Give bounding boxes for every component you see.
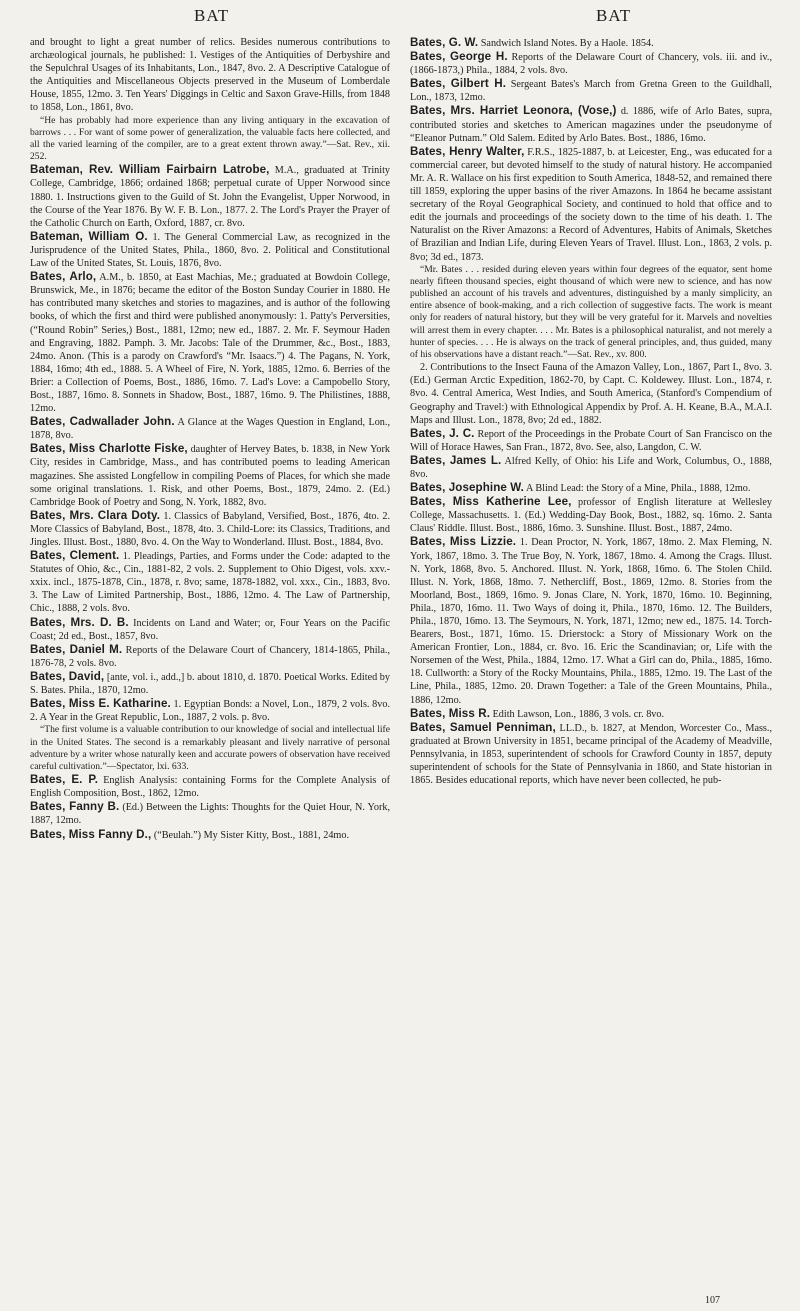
entry-text: Report of the Proceedings in the Probate Court of San Francisco on the Will of Horace Hawes, San Fran., 1872, 8vo. See, also, Langdon, C. W. (410, 428, 773, 453)
entry-text: daughter of Hervey Bates, b. 1838, in New York City, resides in Cambridge, Mass., and has contributed poems to leading American magazines. She assisted Longfellow in compiling Poems of Places, for which she made some original translations. 1. Risk, and other Poems, Bost., 1879, 24mo. 2. (Ed.) Cambridge Book of Poetry and Song, N. York, 1882, 8vo. (30, 444, 390, 508)
entry-text: M.A., graduated at Trinity College, Cambridge, 1866; ordained 1868; perpetual curate of Upper Norwood since 1880. 1. Instructions given to the Guild of St. John the Evangelist, Upper Norwood, in the Course of the Year 1876. By W. F. B. Lon., 1877. 2. The Lord's Prayer the Prayer of the Catholic Church on Earth, Oxford, 1887, cr. 8vo. (30, 165, 391, 229)
dictionary-entry (30, 230, 390, 270)
dictionary-entry (410, 535, 772, 706)
entry-name: Bates, Mrs. Harriet Leonora, (Vose,) (410, 104, 617, 118)
entry-text: A Glance at the Wages Question in England, Lon., 1878, 8vo. (30, 417, 390, 442)
entry-text: LL.D., b. 1827, at Mendon, Worcester Co., Mass., graduated at Brown University in 1851, became principal of the Academy of Meadville, Pennsylvania, in 1853, superintendent of schools for Crawford County in 1857, deputy superintendent of schools for the State of Pennsylvania in 1860, and State historian in 1865. Besides educational reports, which have never been collected, he pub- (410, 722, 772, 787)
dictionary-entry (410, 707, 772, 721)
review-quote: “The first volume is a valuable contribution to our knowledge of social and intellectual life in the United States. The second is a remarkably pleasant and lively narrative of personal adventure by a writer whose naturally keen and accurate powers of observation have received careful cultivation.”—Spectator, lxi. 633. (30, 724, 390, 772)
entry-name: Bates, Miss Katherine Lee, (410, 495, 572, 509)
entry-text: 1. Dean Proctor, N. York, 1867, 18mo. 2. Max Fleming, N. York, 1867, 18mo. 3. The True Boy, N. York, 1867, 18mo. 4. Among the Crags. Illust. N. York, 1868, 8vo. 5. Anchored. Illust. N. York, 1868, 16mo. 6. The Stolen Child. Illust. N. York, 1868, 18mo. 7. Nethercliff, Bost., 1869, 12mo. 8. Stories from the Moorland, Bost., 1869, 16mo. 9. Jonas Clare, N. York, 1870, 16mo. 10. Beginning, Phila., 1870, 16mo. 11. Two Ways of doing it, Phila., 1870, 16mo. 12. The Builders, Phila., 1870, 16mo. 13. The Seymours, N. York, 1871, 12mo; new ed., 1875. 14. Torch-Bearers, Bost., 1871, 16mo. 15. Drierstock: a Story of Missionary Work on the American Frontier, Lon., 1884, cr. 8vo. 16. Eric the Scandinavian; or, Life with the Norsemen of the West, Phila., 1884, 12mo. 17. What a Girl can do, Phila., 1885, 16mo. 18. Cullworth: a Story of the Rocky Mountains, Phila., 1885, 12mo. 19. The Last of the Line, Phila., 1885, 12mo. 20. Drawn Together: a Tale of the Green Mountains, Phila., 1886, 12mo. (410, 537, 772, 706)
dictionary-entry (30, 670, 390, 697)
entry-name: Bates, Miss Lizzie. (410, 535, 517, 549)
entry-text: Sandwich Island Notes. By a Haole. 1854. (478, 38, 654, 49)
running-header (36, 6, 774, 32)
dictionary-entry (410, 721, 772, 787)
dictionary-entry (30, 643, 390, 670)
dictionary-entry (30, 828, 390, 842)
dictionary-entry (410, 495, 772, 535)
header-left: BAT (194, 6, 230, 25)
left-column (30, 36, 390, 842)
entry-name: Bates, Miss Charlotte Fiske, (30, 442, 188, 456)
entry-text: 1. Egyptian Bonds: a Novel, Lon., 1879, 2 vols. 8vo. 2. A Year in the Great Republic, Lon., 1887, 2 vols. p. 8vo. (30, 699, 391, 724)
entry-name: Bates, Miss R. (410, 706, 491, 720)
entry-name: Bates, Gilbert H. (410, 77, 507, 91)
dictionary-entry (410, 50, 772, 77)
dictionary-entry (410, 36, 772, 50)
entry-text: professor of English literature at Wellesley College, Massachusetts. 1. (Ed.) Wedding-Day Book, Bost., 1882, sq. 16mo. 2. Santa Claus' Riddle. Illust. Bost., 1886, 16mo. 3. Sunshine. Illust. Bost., 1887, 24mo. (410, 497, 772, 535)
entry-name: Bates, G. W. (410, 36, 479, 49)
dictionary-entry (30, 773, 390, 800)
entry-text: Alfred Kelly, of Ohio: his Life and Work, Columbus, O., 1888, 8vo. (410, 455, 772, 480)
entry-text: Reports of the Delaware Court of Chancery, 1814-1865, Phila., 1876-78, 2 vols. 8vo. (30, 644, 391, 669)
entry-text: Incidents on Land and Water; or, Four Years on the Pacific Coast; 2d ed., Bost., 1857, 8vo. (30, 617, 391, 642)
entry-text: 1. Classics of Babyland, Versified, Bost., 1876, 4to. 2. More Classics of Babyland, Bost., 1878, 4to. 3. Child-Lore: its Classics, Traditions, and Jingles. Illust. Bost., 1880, 8vo. 4. On the Way to Wonderland. Illust. Bost., 1884, 8vo. (30, 510, 390, 548)
dictionary-entry (30, 415, 390, 442)
dictionary-entry (410, 427, 772, 454)
entry-text: [ante, vol. i., add.,] b. about 1810, d. 1870. Poetical Works. Edited by S. Bates. Phila., 1870, 12mo. (30, 671, 390, 697)
dictionary-entry (410, 77, 772, 104)
entry-name: Bates, Miss Fanny D., (30, 827, 152, 841)
right-column (410, 36, 772, 787)
entry-name: Bates, Henry Walter, (410, 144, 525, 158)
entry-text: A Blind Lead: the Story of a Mine, Phila., 1888, 12mo. (524, 483, 751, 495)
entry-text: d. 1886, wife of Arlo Bates, supra, contributed stories and sketches to American magazines under the pseudonyme of “Eleanor Putnam.” Old Salem. Edited by Arlo Bates. Bost., 1886, 16mo. (410, 106, 772, 144)
text-paragraph: 2. Contributions to the Insect Fauna of the Amazon Valley, Lon., 1867, Part I., 8vo. 3. (Ed.) German Arctic Expedition, 1862-70, by Capt. C. Koldewey. Illust. Lon., 1874, r. 8vo. 4. Central America, West Indies, and South America, (Stanford's Compendium of Geography and Travel:) with Ethnological Appendix by Prof. A. H. Keane, B.A., M.A.I. Maps and Illust. Lon., 1878, 8vo; 2d ed., 1882. (410, 362, 772, 426)
entry-name: Bates, E. P. (30, 773, 99, 787)
entry-text: 1. Pleadings, Parties, and Forms under the Code: adapted to the Statutes of Ohio, &c., Cin., 1881-82, 2 vols. 2. Supplement to Ohio Digest, vols. xxv.-xxix. incl., 1875-1878, Cin., 1878, r. 8vo; same, 1878-1882, vol. xxx., Cin., 1883, 8vo. 3. The Law of Limited Partnership, Bost., 1886, 12mo. 4. The Law of Partnership, Chic., 1888, 2 vols. 8vo. (30, 551, 390, 615)
dictionary-entry (30, 549, 390, 615)
entry-text: A.M., b. 1850, at East Machias, Me.; graduated at Bowdoin College, Brunswick, Me., in 1876; became the editor of the Boston Sunday Courier in 1880. He has contributed many sketches and stories to magazines, and is author of the following books, of which the first and third were published anonymously: 1. Patty's Perversities, (“Round Robin” Series,) Bost., 1881, 12mo; new ed., 1887. 2. Mr. F. Seymour Haden and Engraving, 1882. Pamph. 3. Mr. Jacobs: Tale of the Drummer, &c., Bost., 1883, 24mo. Anon. (This is a parody on Crawford's “Mr. Isaacs.”) 4. The Pagans, N. York, 1884, 16mo; 4th ed., 1888. 5. A Wheel of Fire, N. York, 1885, 12mo. 6. Berries of the Brier: a Collection of Poems, Bost., 1886, 16mo. 7. Lad's Love: a Campobello Story, Bost., 1887, 16mo. 8. Sonnets in Shadow, Bost., 1887, 16mo. 9. The Philistines, 1888, 12mo. (30, 272, 390, 415)
entry-text: English Analysis: containing Forms for the Complete Analysis of English Composition, Bost., 1862, 12mo. (30, 775, 390, 800)
dictionary-entry (30, 509, 390, 549)
entry-name: Bates, Daniel M. (30, 642, 123, 656)
entry-text: Sergeant Bates's March from Gretna Green to the Guildhall, Lon., 1873, 12mo. (410, 79, 772, 104)
entry-name: Bates, Arlo, (30, 270, 97, 284)
entry-name: Bates, David, (30, 669, 105, 683)
entry-name: Bates, Samuel Penniman, (410, 720, 556, 734)
entry-name: Bateman, Rev. William Fairbairn Latrobe, (30, 163, 270, 177)
dictionary-entry (30, 697, 390, 724)
dictionary-entry (30, 616, 390, 643)
header-right: BAT (596, 6, 632, 25)
dictionary-entry (30, 442, 390, 508)
entry-name: Bates, Miss E. Katharine. (30, 697, 171, 711)
entry-text: (“Beulah.”) My Sister Kitty, Bost., 1881, 24mo. (151, 829, 349, 841)
entry-name: Bates, Mrs. Clara Doty. (30, 508, 161, 522)
entry-name: Bates, Clement. (30, 549, 120, 563)
dictionary-entry (30, 800, 390, 827)
entry-name: Bates, J. C. (410, 426, 475, 440)
review-quote: “Mr. Bates . . . resided during eleven years within four degrees of the equator, sent home nearly fifteen thousand species, eight thousand of which were new to science, and has now published an account of his travels and adventures, distinguished by a manly simplicity, an entire absence of book-making, and a rich collection of suggestive facts. The work is meant only for readers of natural history, but they will be very grateful for it. Marvels and novelties will arrest them in every chapter. . . . Mr. Bates is a philosophical naturalist, and not merely a hunter of species. . . . He is always on the track of general principles, and, thus guided, many of his observations have a distant reach.”—Sat. Rev., xv. 800. (410, 263, 772, 361)
entry-text: F.R.S., 1825-1887, b. at Leicester, Eng., was educated for a commercial career, but devoted himself to the study of natural history. He accompanied Mr. A. R. Wallace on his first expedition to South America, 1848-52, and remained there till 1859, exploring the upper basins of the river Amazons. In 1864 he became assistant secretary of the Royal Geographical Society, and continued to hold that office and to edit the journals and proceedings of the society down to the time of his death. 1. The Naturalist on the River Amazons: a Record of Adventures, Habits of Animals, Sketches of Brazilian and Indian Life, during Eleven Years of Travel. Illust. Lon., 1863, 2 vols. p. 8vo; 3d ed., 1873. (410, 146, 773, 263)
dictionary-entry (30, 270, 390, 415)
entry-text: Reports of the Delaware Court of Chancery, vols. iii. and iv., (1866-1873,) Phila., 1884, 2 vols. 8vo. (410, 52, 772, 77)
entry-text: 1. The General Commercial Law, as recognized in the Jurisprudence of the United States, Phila., 1860, 8vo. 2. Political and Constitutional Law of the United States, St. Louis, 1876, 8vo. (30, 231, 390, 270)
entry-name: Bates, Mrs. D. B. (30, 615, 129, 629)
entry-text: Edith Lawson, Lon., 1886, 3 vols. cr. 8vo. (490, 708, 665, 720)
dictionary-entry (410, 454, 772, 481)
entry-name: Bateman, William O. (30, 229, 148, 243)
dictionary-entry (30, 163, 390, 229)
text-paragraph: and brought to light a great number of relics. Besides numerous contributions to archæological journals, he published: 1. Vestiges of the Antiquities of Derbyshire and the Sepulchral Usages of its Inhabitants, Lon., 1847, 8vo. 2. A Descriptive Catalogue of the Antiquities and Miscellaneous Objects preserved in the Museum of Lomberdale House, 1855, 12mo. 3. Ten Years' Diggings in Celtic and Saxon Grave-Hills, from 1848 to 1858, Lon., 1861, 8vo. (30, 37, 390, 114)
dictionary-entry (410, 104, 772, 144)
entry-name: Bates, Josephine W. (410, 481, 525, 495)
dictionary-entry (410, 145, 772, 264)
page-number: 107 (705, 1295, 720, 1306)
entry-text: (Ed.) Between the Lights: Thoughts for the Quiet Hour, N. York, 1887, 12mo. (30, 802, 390, 827)
dictionary-entry (410, 481, 772, 495)
entry-name: Bates, Fanny B. (30, 800, 120, 814)
entry-name: Bates, George H. (410, 50, 508, 64)
entry-name: Bates, James L. (410, 453, 502, 467)
review-quote: “He has probably had more experience than any living antiquary in the excavation of barrows . . . For want of some power of generalization, the valuable facts here collected, and all the varied learning of the compiler, are to a great extent thrown away.”—Sat. Rev., xii. 252. (30, 114, 390, 163)
entry-name: Bates, Cadwallader John. (30, 415, 175, 429)
